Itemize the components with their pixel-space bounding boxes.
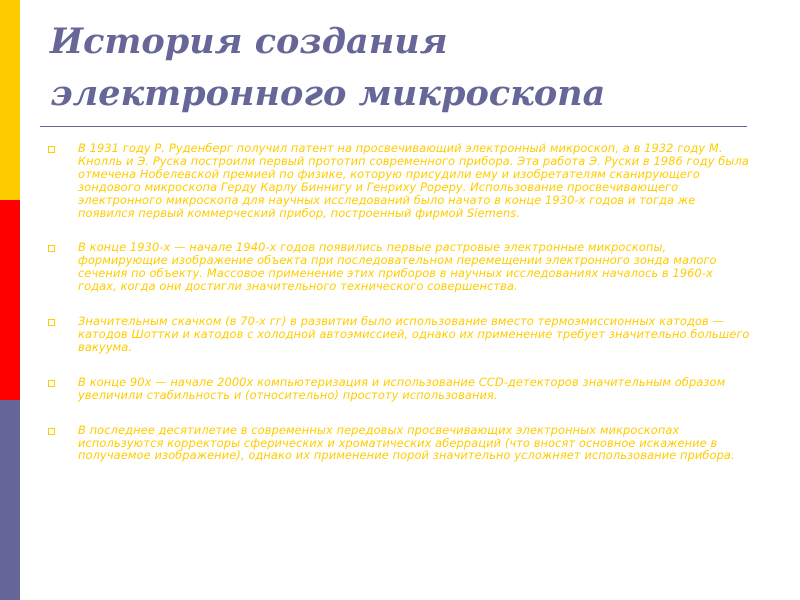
bullet-text: В конце 1930-х — начале 1940-х годов появились первые растровые электронные микроскопы, формирующие изображение объекта при последовательном перемещении электронного зонда малого сечения по объекту. Массовое применение этих приборов в научных исследованиях началось в 1960-х годах, когда они достигли значительного технического совершенства. — [78, 240, 717, 294]
decorative-stripe-red — [0, 200, 20, 400]
bullet-text: В 1931 году Р. Руденберг получил патент на просвечивающий электронный микроскоп, а в 1932 году М. Кнолль и Э. Руска построили первый прототип современного прибора. Эта работа Э. Руски в 1986 году была отмечена Нобелевской премией по физике, которую присудили ему и изобретателям сканирующего зондового микроскопа Герду Карлу Биннигу и Генриху Рореру. Использование просвечивающего электронного микроскопа для научных исследований было начато в конце 1930-х годов и тогда же появился первый коммерческий прибор, построенный фирмой Siemens. — [78, 141, 749, 220]
square-bullet-icon — [48, 319, 55, 326]
square-bullet-icon — [48, 380, 55, 387]
bullet-text: Значительным скачком (в 70-х гг) в развитии было использование вместо термоэмиссионных катодов — катодов Шоттки и катодов с холодной автоэмиссией, однако их применение требует значительно большего вакуума. — [78, 314, 750, 354]
title-divider — [40, 126, 747, 127]
decorative-stripe-blue — [0, 400, 20, 600]
bullet-list — [48, 142, 753, 484]
slide-title: История создания электронного микроскопа — [50, 21, 606, 114]
bullet-item — [48, 376, 753, 402]
bullet-item — [48, 424, 753, 463]
square-bullet-icon — [48, 245, 55, 252]
square-bullet-icon — [48, 146, 55, 153]
bullet-text: В последнее десятилетие в современных передовых просвечивающих электронных микроскопах используются корректоры сферических и хроматических аберраций (что вносят основное искажение в получаемое изображение), однако их применение порой значительно усложняет использование прибора. — [78, 422, 735, 463]
square-bullet-icon — [48, 428, 55, 435]
bullet-item — [48, 315, 753, 354]
bullet-item — [48, 142, 753, 219]
bullet-item — [48, 241, 753, 293]
bullet-text: В конце 90х — начале 2000х компьютеризация и использование CCD-детекторов значительным образом увеличили стабильность и (относительно) простоту использования. — [78, 374, 726, 402]
decorative-stripe-yellow — [0, 0, 20, 200]
